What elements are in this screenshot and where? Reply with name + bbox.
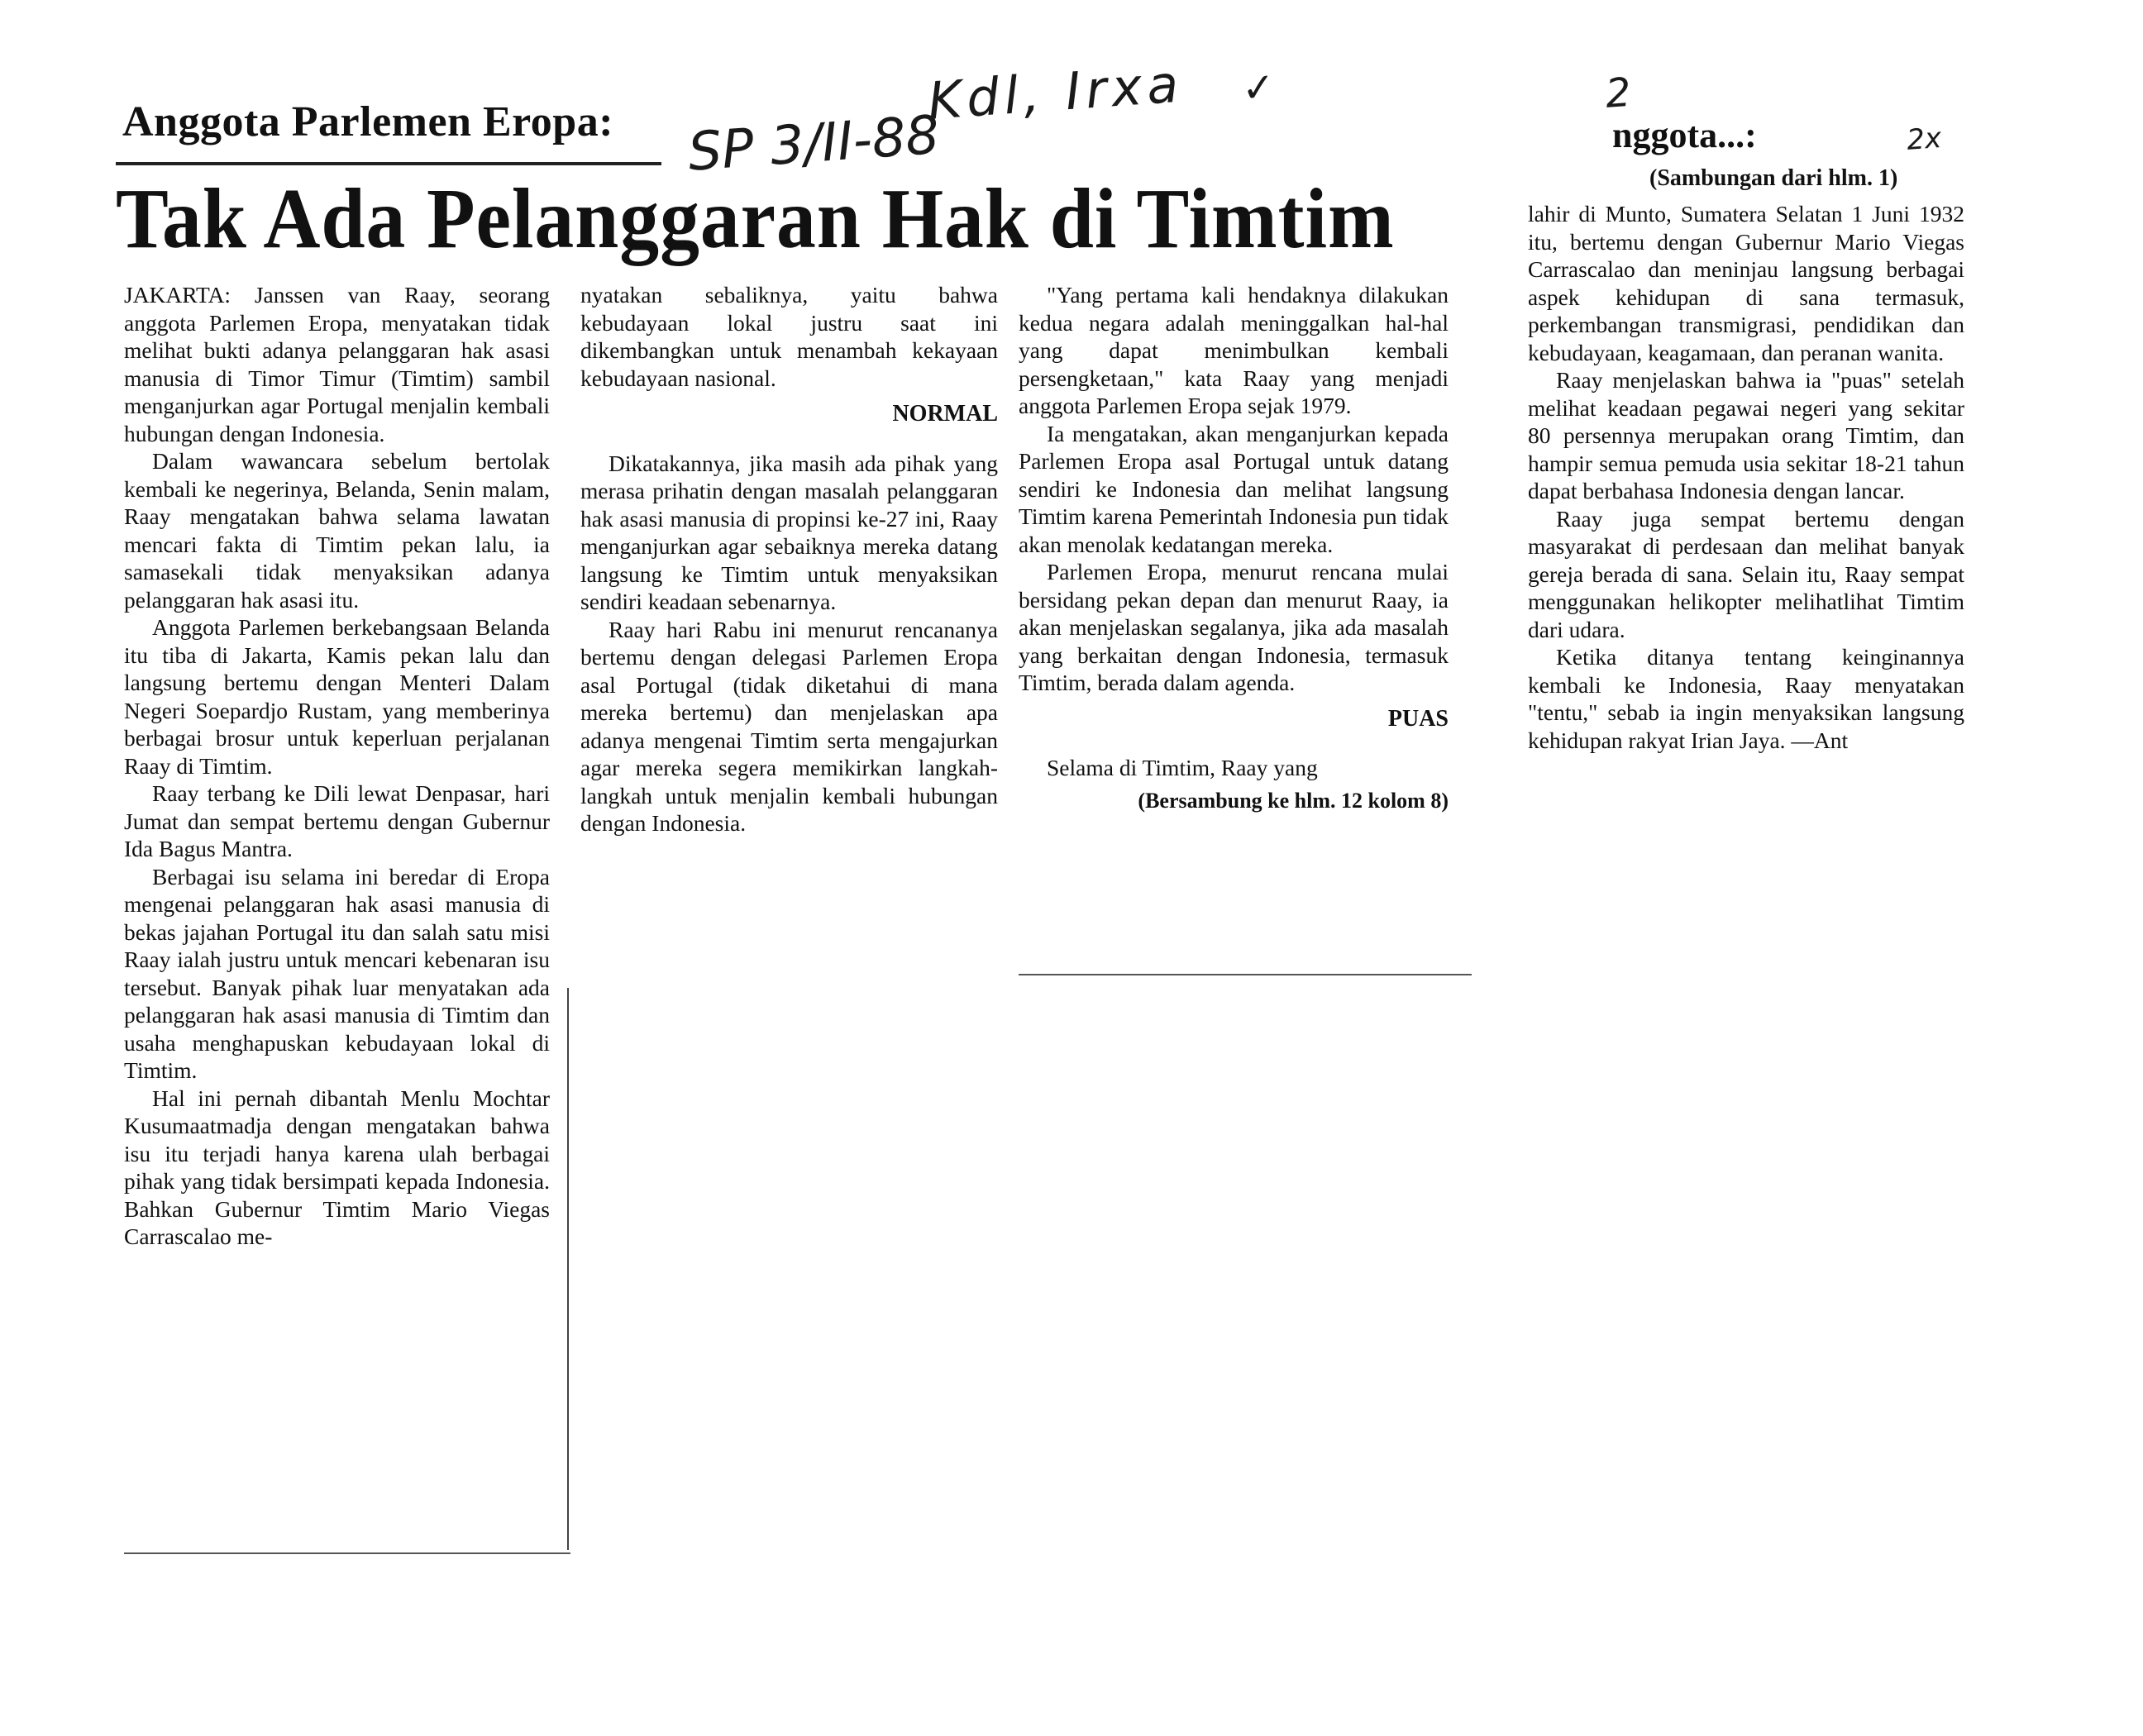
paragraph: Anggota Parlemen berkebangsaan Belanda itu tiba di Jakarta, Kamis pekan lalu dan langsung bertemu dengan Menteri Dalam Negeri Soepardjo Rustam, yang memberinya berbagai brosur untuk keperluan perjalanan Raay di Timtim.	[124, 614, 550, 779]
paragraph: lahir di Munto, Sumatera Selatan 1 Juni 1932 itu, bertemu dengan Gubernur Mario Viegas Carrascalao dan meninjau langsung berbagai aspek kehidupan di sana termasuk, perkembangan transmigrasi, pendidikan dan kebudayaan, keagamaan, dan peranan wanita.	[1528, 201, 1964, 365]
paragraph: Raay menjelaskan bahwa ia "puas" setelah melihat keadaan pegawai negeri yang sekitar 80 persennya merupakan orang Timtim, dan hampir semua pemuda usia sekitar 18-21 tahun dapat berbahasa Indonesia dengan lancar.	[1528, 367, 1964, 503]
paragraph: "Yang pertama kali hendaknya dilakukan kedua negara adalah meninggalkan hal-hal yang dapat menimbulkan kembali persengketaan," kata Raay yang menjadi anggota Parlemen Eropa sejak 1979.	[1019, 282, 1449, 418]
paragraph: Selama di Timtim, Raay yang	[1047, 755, 1318, 780]
paragraph: Dalam wawancara sebelum bertolak kembali ke negerinya, Belanda, Senin malam, Raay mengatakan bahwa selama lawatan mencari fakta di Timtim pekan lalu, ia samasekali tidak menyaksikan adanya pelanggaran hak asasi itu.	[124, 448, 550, 613]
article-kicker: Anggota Parlemen Eropa:	[122, 98, 614, 145]
handwritten-page-number: 2x	[1906, 122, 1943, 157]
paragraph: Parlemen Eropa, menurut rencana mulai bersidang pekan depan dan menurut Raay, ia akan menjelaskan segalanya, jika ada masalah yang berkaitan dengan Indonesia, termasuk Timtim, berada dalam agenda.	[1019, 559, 1449, 695]
paragraph: Hal ini pernah dibantah Menlu Mochtar Kusumaatmadja dengan mengatakan bahwa isu itu terjadi hanya karena ulah berbagai pihak yang tidak bersimpati kepada Indonesia. Bahkan Gubernur Timtim Mario Viegas Carrascalao me-	[124, 1085, 550, 1249]
continued-notice: (Bersambung ke hlm. 12 kolom 8)	[1138, 788, 1449, 813]
paragraph: Raay hari Rabu ini menurut rencananya bertemu dengan delegasi Parlemen Eropa asal Portugal (tidak diketahui di mana mereka bertemu) dan menjelaskan apa adanya mengenai Timtim serta mengajurkan agar mereka segera memikirkan langkah-langkah untuk menjalin kembali hubungan dengan Indonesia.	[580, 616, 998, 836]
handwritten-date: SP 3/II-88	[686, 104, 942, 184]
article-headline: Tak Ada Pelanggaran Hak di Timtim	[116, 171, 1395, 266]
paragraph: Raay terbang ke Dili lewat Denpasar, hari Jumat dan sempat bertemu dengan Gubernur Ida Bagus Mantra.	[124, 780, 550, 861]
continuation-heading: nggota...:	[1612, 115, 1757, 155]
handwritten-page-mark: 2	[1604, 69, 1633, 117]
paragraph: Dikatakannya, jika masih ada pihak yang merasa prihatin dengan masalah pelanggaran hak asasi manusia di propinsi ke-27 ini, Raay menganjurkan agar sebaiknya mereka datang langsung ke Timtim untuk menyaksikan sendiri keadaan sebenarnya.	[580, 450, 998, 614]
kicker-rule	[116, 162, 661, 165]
paragraph: Ia mengatakan, akan menganjurkan kepada Parlemen Eropa asal Portugal untuk datang sendiri ke Indonesia dan melihat langsung Timtim karena Pemerintah Indonesia pun tidak akan menolak kedatangan mereka.	[1019, 420, 1449, 557]
handwritten-file-code: Kdl, Irxa	[926, 53, 1186, 131]
continued-from-notice: (Sambungan dari hlm. 1)	[1649, 165, 1898, 191]
paragraph: Raay juga sempat bertemu dengan masyarakat di perdesaan dan melihat banyak gereja berada di sana. Selain itu, Raay sempat menggunakan helikopter melihatlihat Timtim dari udara.	[1528, 505, 1964, 642]
article-column-1	[124, 281, 550, 1251]
column-end-rule	[1019, 974, 1472, 975]
subheading-normal: NORMAL	[892, 401, 998, 427]
column-divider	[567, 988, 569, 1550]
paragraph: JAKARTA: Janssen van Raay, seorang anggota Parlemen Eropa, menyatakan tidak melihat bukti adanya pelanggaran hak asasi manusia di Timor Timur (Timtim) sambil menganjurkan agar Portugal menjalin kembali hubungan dengan Indonesia.	[124, 282, 550, 446]
paragraph: nyatakan sebaliknya, yaitu bahwa kebudayaan lokal justru saat ini dikembangkan untuk menambah kekayaan kebudayaan nasional.	[580, 282, 998, 391]
article-column-3	[1019, 281, 1449, 814]
paragraph: Ketika ditanya tentang keinginannya kembali ke Indonesia, Raay menyatakan "tentu," sebab ia ingin menyaksikan langsung kehidupan rakyat Irian Jaya. —Ant	[1528, 644, 1964, 753]
subheading-puas: PUAS	[1387, 705, 1449, 732]
article-column-2	[580, 281, 998, 837]
column-end-rule	[124, 1552, 570, 1554]
continuation-column	[1528, 200, 1964, 754]
paragraph: Berbagai isu selama ini beredar di Eropa mengenai pelanggaran hak asasi manusia di bekas jajahan Portugal itu dan salah satu misi Raay ialah justru untuk mencari kebenaran isu tersebut. Banyak pihak luar menyatakan ada pelanggaran hak asasi manusia di Timtim dan usaha menghapuskan kebudayaan lokal di Timtim.	[124, 863, 550, 1083]
handwritten-checkmark: ✓	[1240, 64, 1277, 112]
